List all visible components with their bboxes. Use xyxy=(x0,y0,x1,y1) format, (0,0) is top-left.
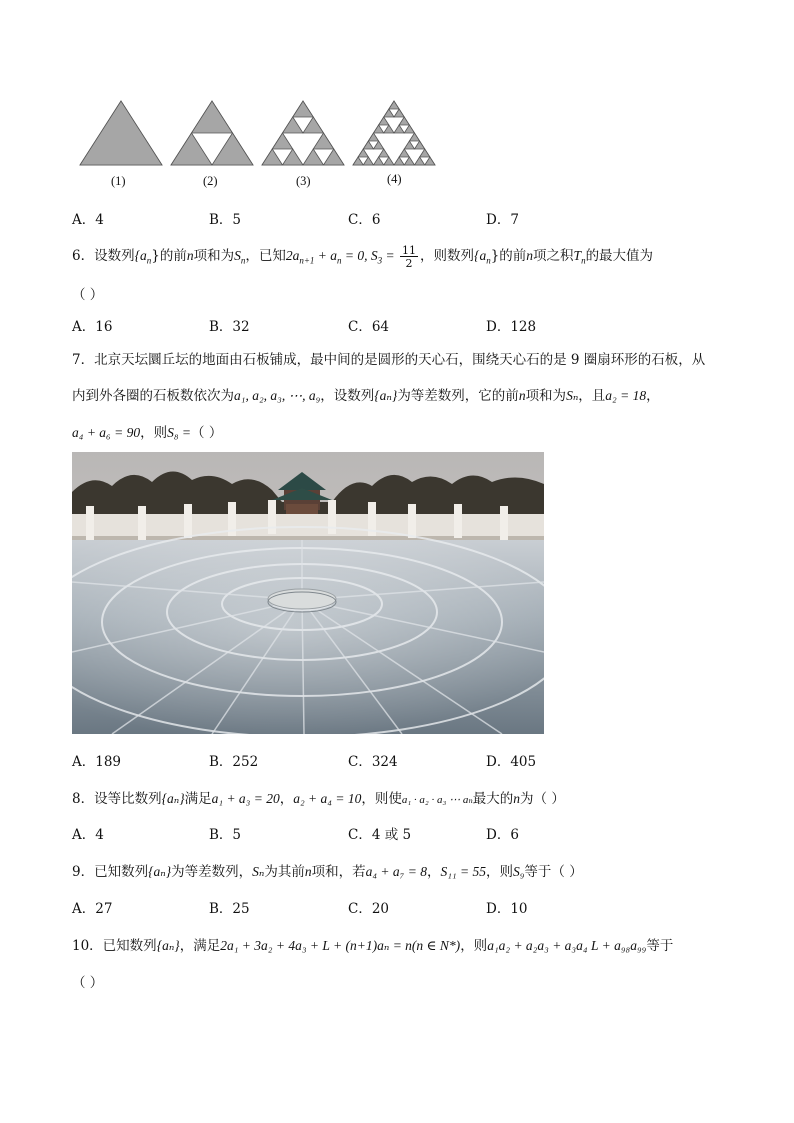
sierpinski-cell xyxy=(389,101,399,109)
sierpinski-cell xyxy=(192,101,233,133)
q6-option-c[interactable]: C．64 xyxy=(348,319,390,335)
sierpinski-figure-1 xyxy=(80,101,162,165)
q9-option-d[interactable]: D．10 xyxy=(486,901,528,917)
q6-option-a[interactable]: A．16 xyxy=(72,319,113,335)
q8-option-b[interactable]: B．5 xyxy=(209,827,242,843)
q10-stem: 10．已知数列{aₙ}，满足2a₁ + 3a₂ + 4a₃ + L + (n+1)aₙ = n(n ∈ N*)，则a₁a₂ + a₂a₃ + a₃a₄ L + a₉₈a₉₉等于 xyxy=(72,938,674,954)
figure-label-1: (1) xyxy=(111,174,126,188)
sierpinski-figure-3 xyxy=(262,101,344,165)
figure-label-4: (4) xyxy=(387,172,402,186)
q5-option-d[interactable]: D．7 xyxy=(486,212,519,228)
q9-stem: 9．已知数列{aₙ}为等差数列，Sₙ为其前n项和，若a₄ + a₇ = 8，S₁₁ = 55，则S₉等于（ ） xyxy=(72,864,583,880)
sierpinski-figures xyxy=(70,95,450,175)
q7-option-c[interactable]: C．324 xyxy=(348,754,398,770)
q7-line-3: a₄ + a₆ = 90，则S₈ =（ ） xyxy=(72,425,223,441)
q10-blank: （ ） xyxy=(72,975,104,991)
q5-option-c[interactable]: C．6 xyxy=(348,212,381,228)
q8-stem: 8．设等比数列{aₙ}满足a₁ + a₃ = 20，a₂ + a₄ = 10，则使a₁ · a₂ · a₃ ⋯ aₙ最大的n为（ ） xyxy=(72,791,565,807)
q6-option-d[interactable]: D．128 xyxy=(486,319,537,335)
q6-blank: （ ） xyxy=(72,287,104,303)
q7-option-b[interactable]: B．252 xyxy=(209,754,259,770)
q8-option-a[interactable]: A．4 xyxy=(72,827,104,843)
fraction-11-2: $\frac{11}{2}$ xyxy=(402,243,417,270)
q6-stem: 6．设数列$\{a_n\}$的前n项和为$S_n$，已知$2a_{n+1} + a_n = 0$, $S_3$ = $\frac{11}{2}$ ，则数列$\{a_n\}$的前n项之积$T_n$的最大值为 xyxy=(72,243,654,270)
q8-option-c[interactable]: C．4 或 5 xyxy=(348,827,412,843)
figure-label-2: (2) xyxy=(203,174,218,188)
sierpinski-figure-4 xyxy=(353,101,435,165)
q8-option-d[interactable]: D．6 xyxy=(486,827,519,843)
q5-option-b[interactable]: B．5 xyxy=(209,212,242,228)
q9-option-c[interactable]: C．20 xyxy=(348,901,390,917)
sierpinski-cell xyxy=(80,101,162,165)
q7-line-2: 内到外各圈的石板数依次为a₁, a₂, a₃, ⋯, a₉，设数列{aₙ}为等差数列，它的前n项和为Sₙ，且a₂ = 18， xyxy=(72,388,660,404)
q7-line-1: 7．北京天坛圜丘坛的地面由石板铺成，最中间的是圆形的天心石，围绕天心石的是 9 圈扇环形的石板，从 xyxy=(72,352,706,368)
q9-option-b[interactable]: B．25 xyxy=(209,901,250,917)
q7-option-d[interactable]: D．405 xyxy=(486,754,537,770)
q6-option-b[interactable]: B．32 xyxy=(209,319,250,335)
q9-option-a[interactable]: A．27 xyxy=(72,901,113,917)
sierpinski-figure-2 xyxy=(171,101,253,165)
figure-label-3: (3) xyxy=(296,174,311,188)
q7-option-a[interactable]: A．189 xyxy=(72,754,122,770)
sierpinski-cell xyxy=(293,101,314,117)
temple-of-heaven-photo xyxy=(72,452,544,734)
q5-option-a[interactable]: A．4 xyxy=(72,212,104,228)
